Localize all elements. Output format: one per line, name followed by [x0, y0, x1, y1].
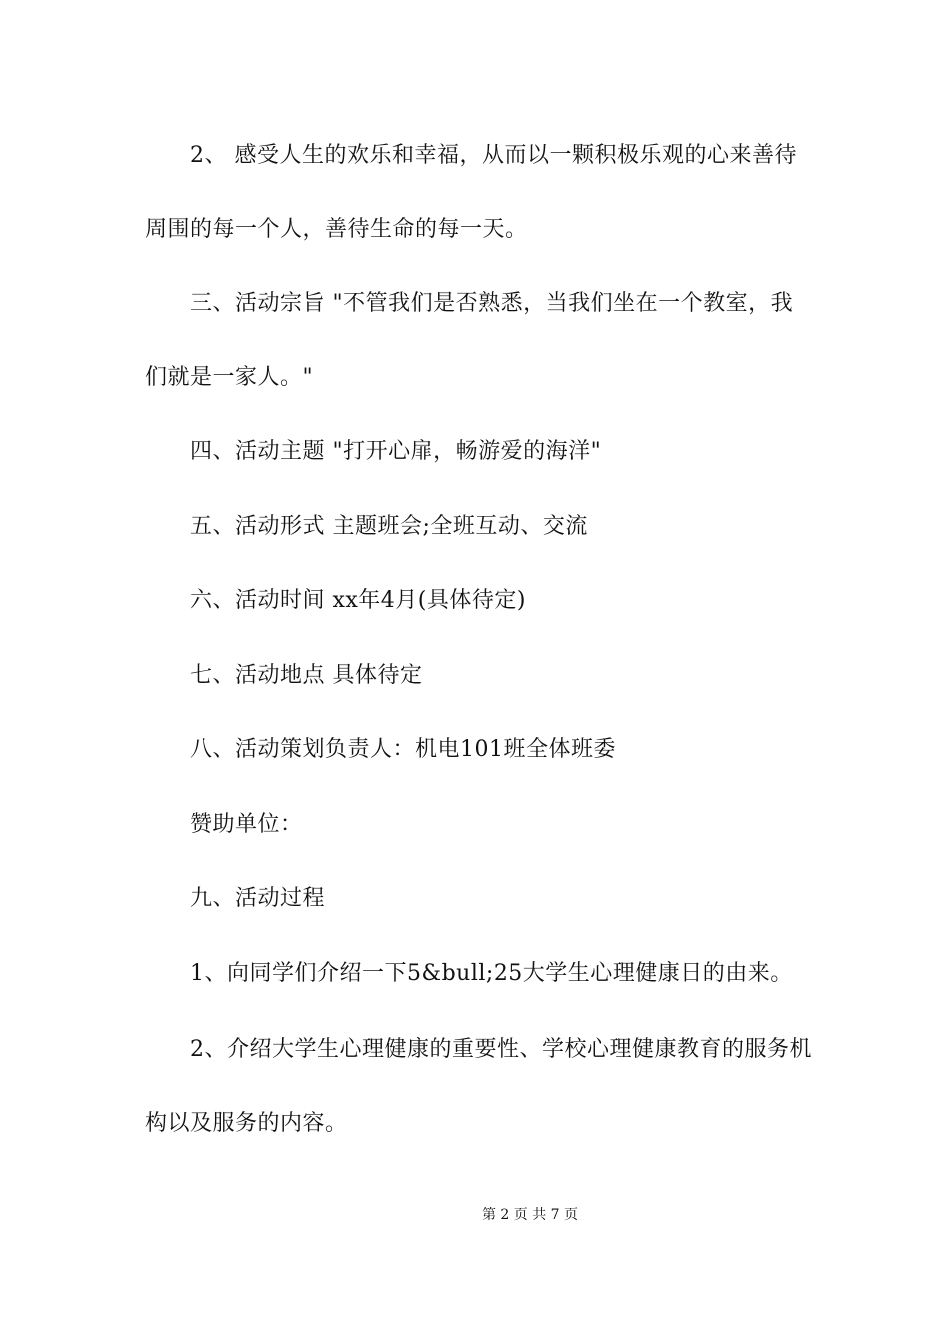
paragraph-line: 三、活动宗旨 "不管我们是否熟悉，当我们坐在一个教室，我 — [190, 291, 794, 316]
paragraph-line: 周围的每一个人，善待生命的每一天。 — [145, 217, 528, 242]
paragraph-line: 2、 感受人生的欢乐和幸福，从而以一颗积极乐观的心来善待 — [190, 143, 797, 168]
paragraph-line: 1、向同学们介绍一下5&bull;25大学生心理健康日的由来。 — [190, 961, 793, 986]
paragraph-line: 赞助单位： — [190, 812, 303, 837]
paragraph-line: 构以及服务的内容。 — [145, 1111, 348, 1136]
paragraph-line: 五、活动形式 主题班会;全班互动、交流 — [190, 514, 588, 539]
paragraph-line: 四、活动主题 "打开心扉，畅游爱的海洋" — [190, 439, 602, 464]
paragraph-line: 七、活动地点 具体待定 — [190, 663, 423, 688]
paragraph-line: 九、活动过程 — [190, 886, 326, 911]
paragraph-line: 八、活动策划负责人：机电101班全体班委 — [190, 737, 616, 762]
paragraph-line: 六、活动时间 xx年4月(具体待定) — [190, 588, 526, 613]
page-number-footer: 第 2 页 共 7 页 — [481, 1207, 579, 1223]
paragraph-line: 们就是一家人。" — [145, 365, 314, 390]
paragraph-line: 2、介绍大学生心理健康的重要性、学校心理健康教育的服务机 — [190, 1037, 812, 1062]
